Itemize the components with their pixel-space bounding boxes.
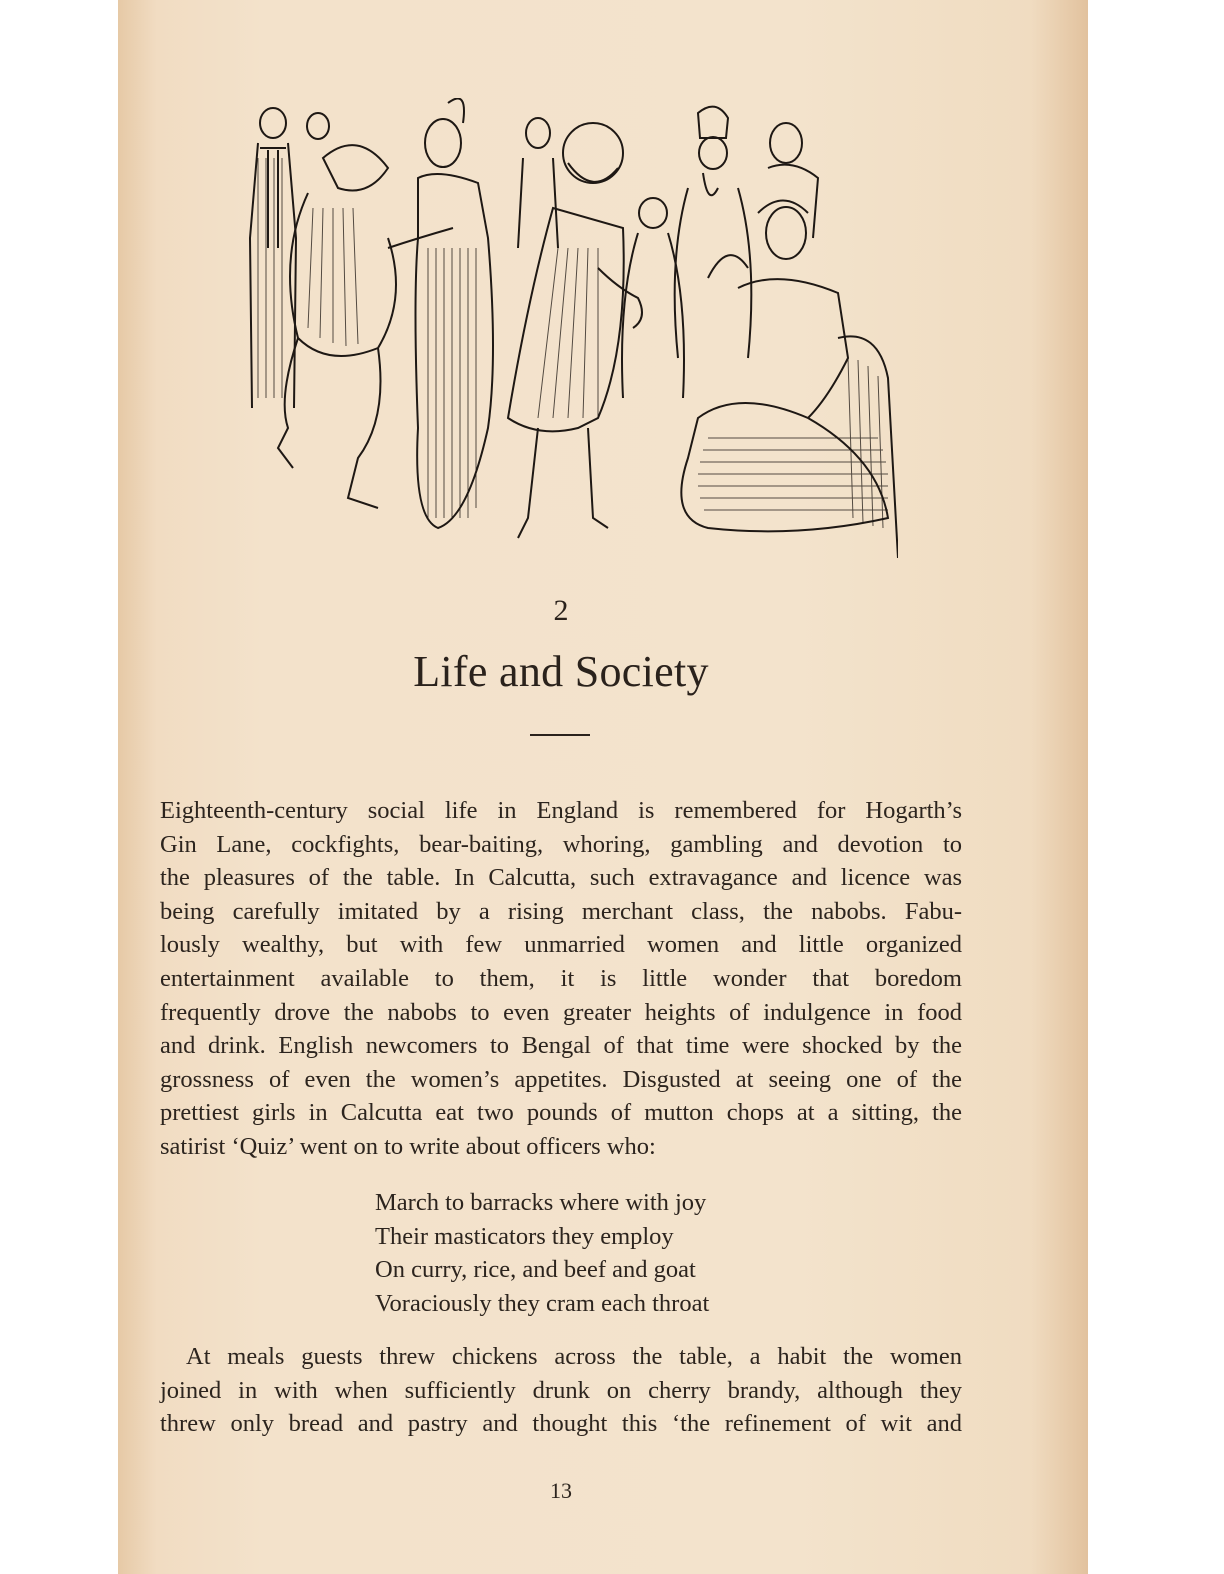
book-page	[118, 0, 1088, 1574]
text-line: frequently drove the nabobs to even greater heights of indulgence in food	[160, 998, 962, 1026]
text-line: grossness of even the women’s appetites. Disgusted at seeing one of the	[160, 1065, 962, 1093]
text-line: prettiest girls in Calcutta eat two pounds of mutton chops at a sitting, the	[160, 1099, 962, 1127]
text-line: being carefully imitated by a rising merchant class, the nabobs. Fabu-	[160, 897, 962, 925]
verse-line: On curry, rice, and beef and goat	[375, 1256, 696, 1284]
paragraph-2	[160, 1340, 962, 1441]
verse-quote	[375, 1186, 709, 1320]
verse-line: Their masticators they employ	[375, 1222, 674, 1250]
text-line: lously wealthy, but with few unmarried women and little organized	[160, 931, 962, 959]
paragraph-1	[160, 794, 962, 1164]
text-line: the pleasures of the table. In Calcutta, such extravagance and licence was	[160, 864, 962, 892]
text-line: Eighteenth-century social life in England is remembered for Hogarth’s	[160, 797, 962, 824]
chapter-number: 2	[553, 594, 569, 627]
text-line: and drink. English newcomers to Bengal of that time were shocked by the	[160, 1032, 962, 1060]
verse-line: March to barracks where with joy	[375, 1189, 707, 1216]
engraving-illustration	[238, 98, 898, 558]
page-number: 13	[550, 1478, 572, 1503]
text-line: threw only bread and pastry and thought this ‘the refinement of wit and	[160, 1410, 962, 1438]
verse-line: Voraciously they cram each throat	[375, 1289, 710, 1317]
text-line: joined in with when sufficiently drunk on cherry brandy, although they	[160, 1376, 962, 1404]
text-line: Gin Lane, cockfights, bear-baiting, whoring, gambling and devotion to	[160, 830, 962, 858]
text-line: entertainment available to them, it is little wonder that boredom	[160, 964, 962, 992]
text-line: At meals guests threw chickens across the table, a habit the women	[186, 1343, 962, 1370]
text-line: satirist ‘Quiz’ went on to write about officers who:	[160, 1132, 656, 1160]
title-divider	[530, 734, 590, 736]
chapter-title: Life and Society	[413, 647, 709, 696]
